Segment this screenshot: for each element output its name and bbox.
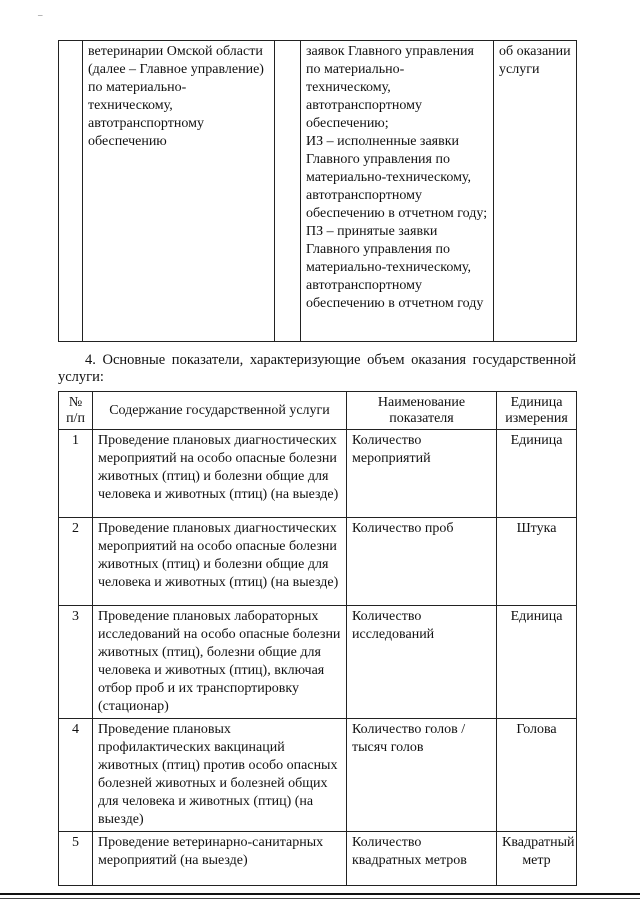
header-num: № п/п <box>59 392 93 430</box>
section-heading: 4. Основные показатели, характеризующие объем оказания государственной услуги: <box>58 352 576 385</box>
table-row <box>59 832 577 886</box>
row-content: Проведение плановых диагностических мероприятий на особо опасные болезни животных (птиц) и болезни общие для человека и животных (птиц) (на выезде) <box>93 430 347 518</box>
table-row <box>59 430 577 518</box>
legend-line: заявок Главного управления по материально-техническому, автотранспортному обеспечению; <box>306 44 474 131</box>
row-indicator: Количество исследований <box>347 606 497 719</box>
row-indicator: Количество голов / тысяч голов <box>347 719 497 832</box>
row-indicator: Количество проб <box>347 518 497 606</box>
row-num: 1 <box>59 430 93 518</box>
row-unit: Квадратный метр <box>497 832 577 886</box>
indicators-table <box>58 391 577 886</box>
row-content: Проведение плановых лабораторных исследований на особо опасные болезни животных (птиц), болезни общие для человека и животных (птиц), включая отбор проб и их транспортировку (стационар) <box>93 606 347 719</box>
row-content: Проведение плановых профилактических вакцинаций животных (птиц) против особо опасных болезней животных и болезней общих для человека и животных (птиц) (на выезде) <box>93 719 347 832</box>
row-content: Проведение ветеринарно-санитарных мероприятий (на выезде) <box>93 832 347 886</box>
empty-cell <box>59 41 83 342</box>
row-unit: Единица <box>497 430 577 518</box>
row-indicator: Количество квадратных метров <box>347 832 497 886</box>
row-indicator: Количество мероприятий <box>347 430 497 518</box>
corner-mark: – <box>38 10 43 20</box>
row-num: 2 <box>59 518 93 606</box>
header-content: Содержание государственной услуги <box>93 392 347 430</box>
header-indicator: Наименование показателя <box>347 392 497 430</box>
legend-line: ПЗ – принятые заявки Главного управления по материально-техническому, автотранспортному обеспечению в отчетном году <box>306 224 484 311</box>
institution-cell: ветеринарии Омской области (далее – Главное управление) по материально-техническому, автотранспортному обеспечению <box>83 41 275 342</box>
header-row <box>59 392 577 430</box>
row-num: 5 <box>59 832 93 886</box>
page-bottom-rule <box>0 893 640 895</box>
empty-cell <box>275 41 301 342</box>
page-bottom-rule-thin <box>0 898 640 899</box>
table-row <box>59 606 577 719</box>
table-row <box>59 719 577 832</box>
row-num: 4 <box>59 719 93 832</box>
legend-line: ИЗ – исполненные заявки Главного управления по материально-техническому, автотранспортному обеспечению в отчетном году; <box>306 134 488 221</box>
row-unit: Голова <box>497 719 577 832</box>
row-unit: Штука <box>497 518 577 606</box>
continuation-table <box>58 40 577 342</box>
row-unit: Единица <box>497 606 577 719</box>
source-cell: об оказании услуги <box>494 41 577 342</box>
header-unit: Единица измерения <box>497 392 577 430</box>
row-content: Проведение плановых диагностических мероприятий на особо опасные болезни животных (птиц) и болезни общие для человека и животных (птиц) (на выезде) <box>93 518 347 606</box>
table-row <box>59 518 577 606</box>
row-num: 3 <box>59 606 93 719</box>
formula-legend-cell <box>301 41 494 342</box>
